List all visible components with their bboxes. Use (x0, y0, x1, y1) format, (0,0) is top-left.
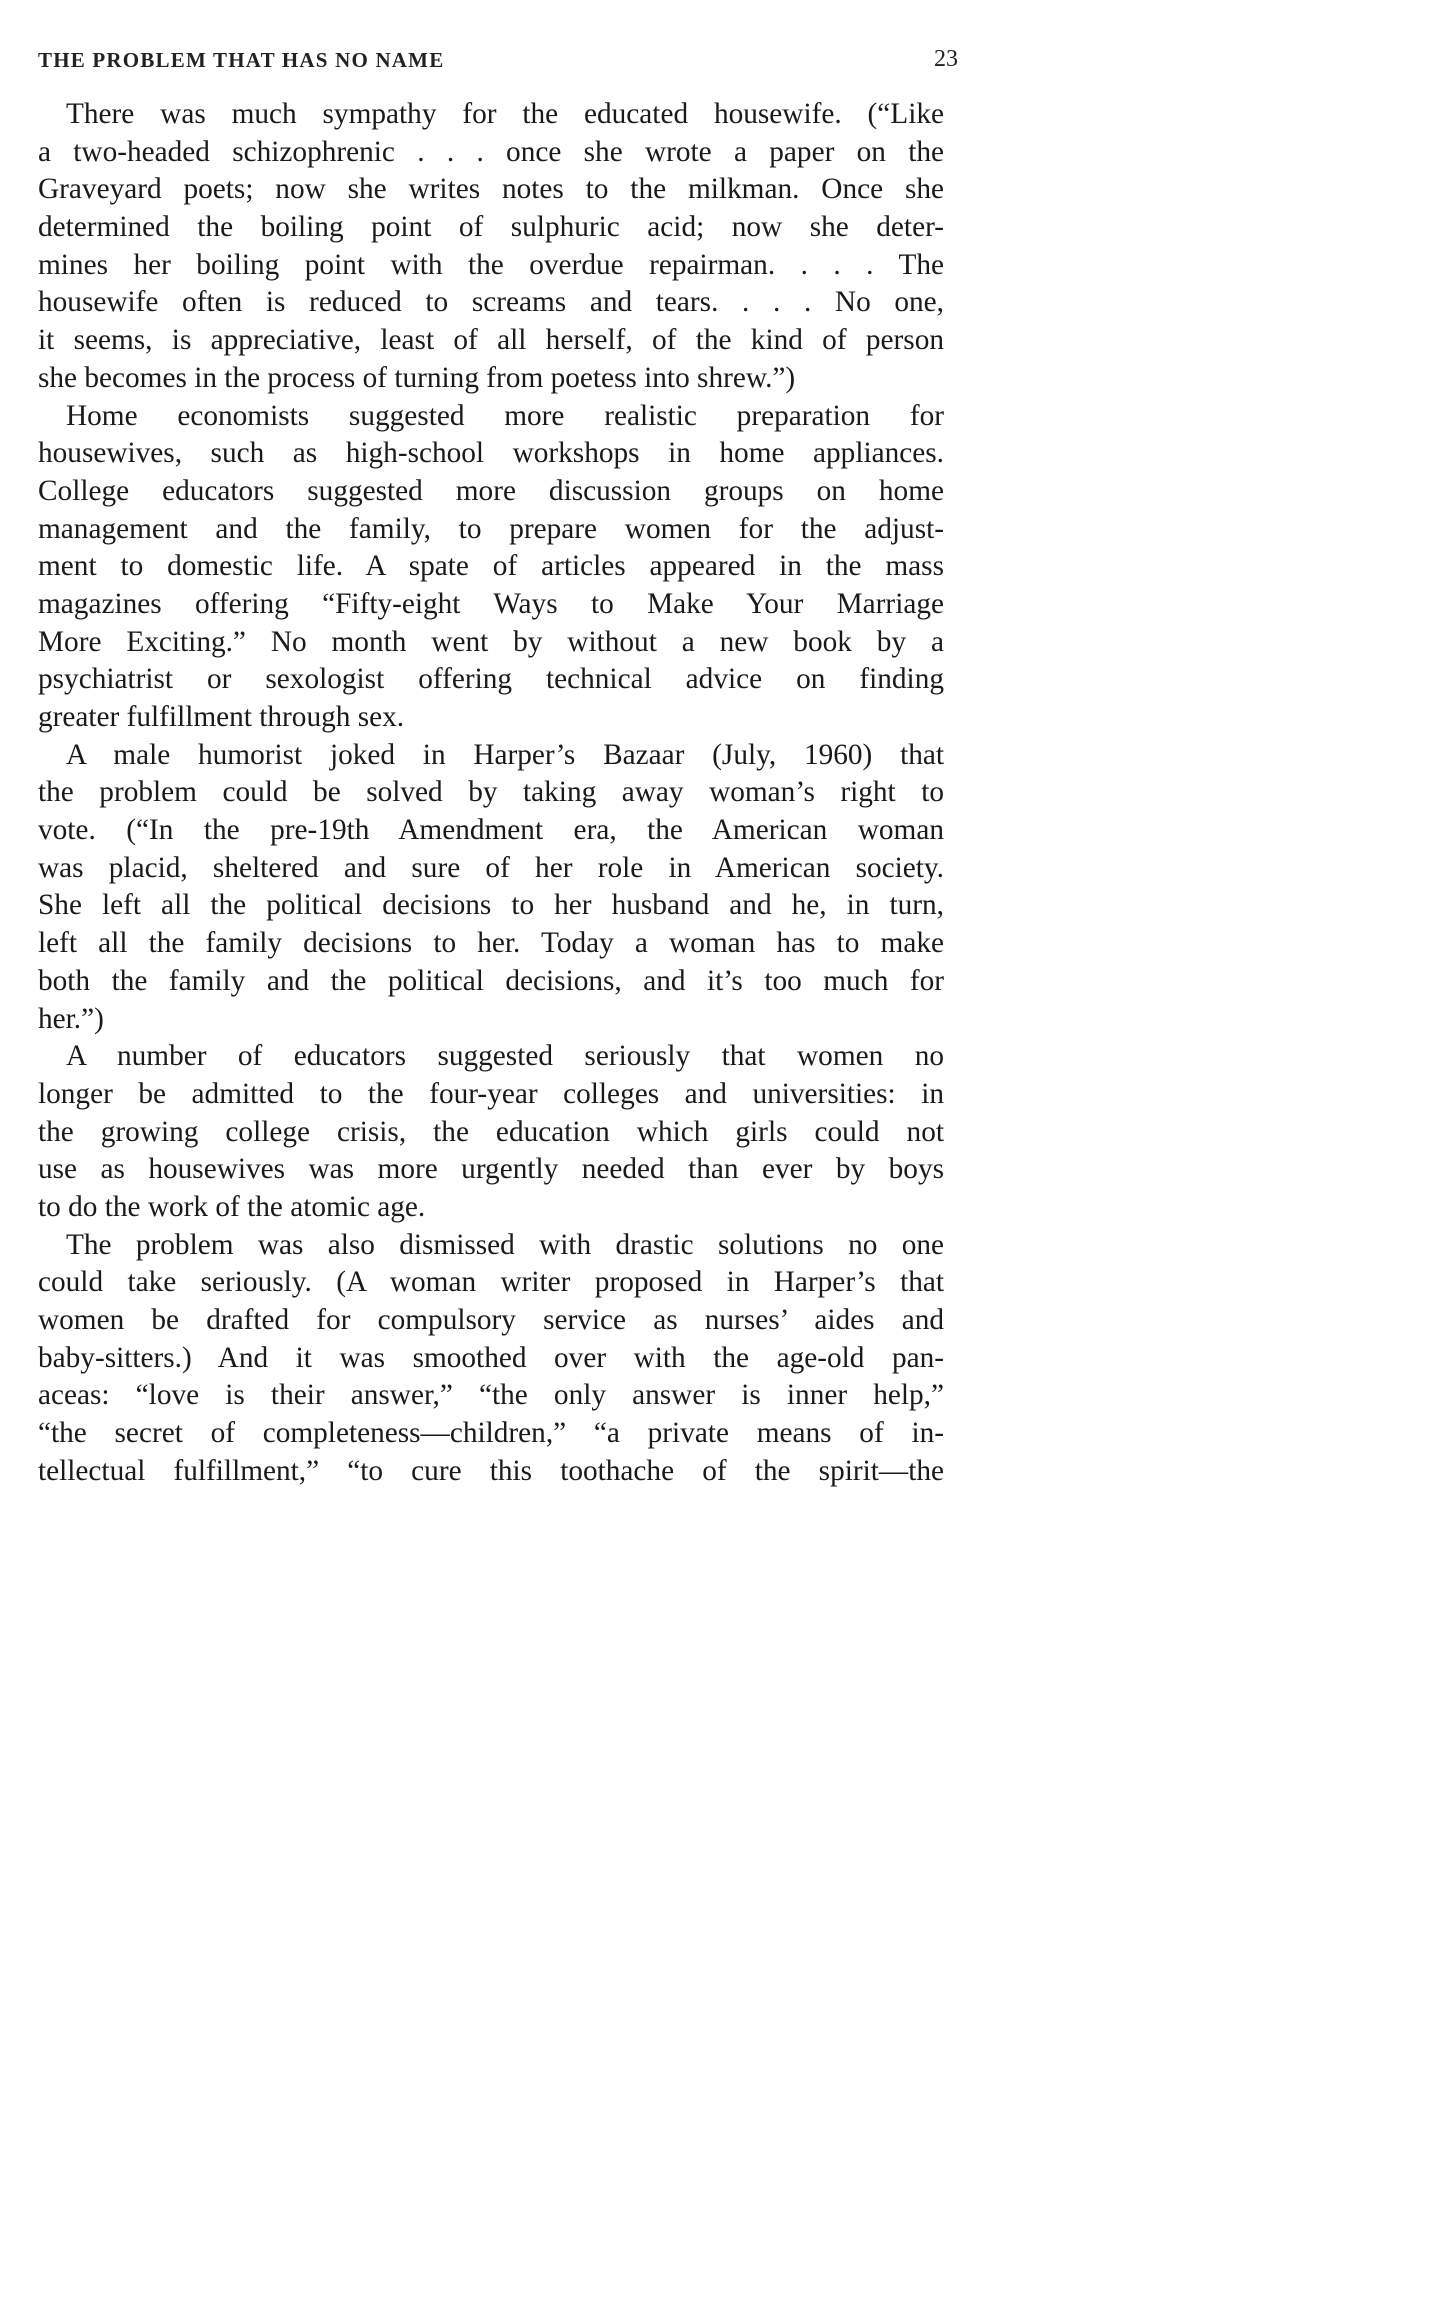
text-line: housewives, such as high-school workshops in home appliances. (38, 437, 944, 470)
text-line: greater fulfillment through sex. (38, 701, 405, 733)
text-line: tellectual fulfillment,” “to cure this toothache of the spirit—the (38, 1454, 944, 1487)
text-line: Graveyard poets; now she writes notes to the milkman. Once she (38, 173, 944, 206)
text-line: determined the boiling point of sulphuric acid; now she deter- (38, 211, 944, 244)
body-text (38, 96, 944, 1490)
text-line: magazines offering “Fifty-eight Ways to Make Your Marriage (38, 587, 944, 620)
running-head (38, 44, 958, 84)
text-line: women be drafted for compulsory service as nurses’ aides and (38, 1304, 944, 1336)
text-line: ment to domestic life. A spate of articles appeared in the mass (38, 550, 944, 583)
text-line: A male humorist joked in Harper’s Bazaar (July, 1960) that (66, 738, 944, 771)
text-line: it seems, is appreciative, least of all herself, of the kind of person (38, 324, 944, 357)
text-line: management and the family, to prepare women for the adjust- (38, 512, 944, 545)
text-line: baby-sitters.) And it was smoothed over with the age-old pan- (38, 1341, 944, 1374)
text-line: “the secret of completeness—children,” “a private means of in- (38, 1417, 944, 1450)
text-line: The problem was also dismissed with drastic solutions no one (66, 1228, 944, 1261)
text-line: left all the family decisions to her. Today a woman has to make (38, 927, 944, 960)
text-line: the growing college crisis, the education which girls could not (38, 1115, 944, 1148)
text-line: College educators suggested more discussion groups on home (38, 474, 944, 507)
text-line: both the family and the political decisions, and it’s too much for (38, 964, 944, 997)
text-line: was placid, sheltered and sure of her role in American society. (38, 851, 944, 884)
text-line: A number of educators suggested seriously that women no (66, 1040, 944, 1073)
text-line: housewife often is reduced to screams and tears. . . . No one, (38, 286, 944, 319)
text-line: use as housewives was more urgently needed than ever by boys (38, 1153, 944, 1186)
text-line: There was much sympathy for the educated housewife. (“Like (66, 98, 944, 130)
running-title: THE PROBLEM THAT HAS NO NAME (38, 48, 445, 72)
text-line: could take seriously. (A woman writer proposed in Harper’s that (38, 1266, 944, 1299)
book-page (0, 0, 1000, 1598)
text-line: to do the work of the atomic age. (38, 1190, 426, 1223)
text-line: More Exciting.” No month went by without a new book by a (38, 625, 944, 658)
text-line: aceas: “love is their answer,” “the only answer is inner help,” (38, 1379, 944, 1412)
text-line: her.”) (38, 1002, 104, 1035)
text-line: she becomes in the process of turning from poetess into shrew.”) (38, 361, 796, 394)
text-line: a two-headed schizophrenic . . . once she wrote a paper on the (38, 135, 944, 168)
text-line: She left all the political decisions to her husband and he, in turn, (38, 889, 944, 922)
text-line: psychiatrist or sexologist offering technical advice on finding (38, 663, 944, 696)
page-number: 23 (934, 46, 958, 72)
text-line: the problem could be solved by taking away woman’s right to (38, 776, 944, 809)
text-line: vote. (“In the pre-19th Amendment era, the American woman (38, 814, 944, 847)
text-line: Home economists suggested more realistic preparation for (66, 399, 944, 432)
text-line: mines her boiling point with the overdue repairman. . . . The (38, 248, 944, 281)
text-line: longer be admitted to the four-year colleges and universities: in (38, 1077, 944, 1110)
